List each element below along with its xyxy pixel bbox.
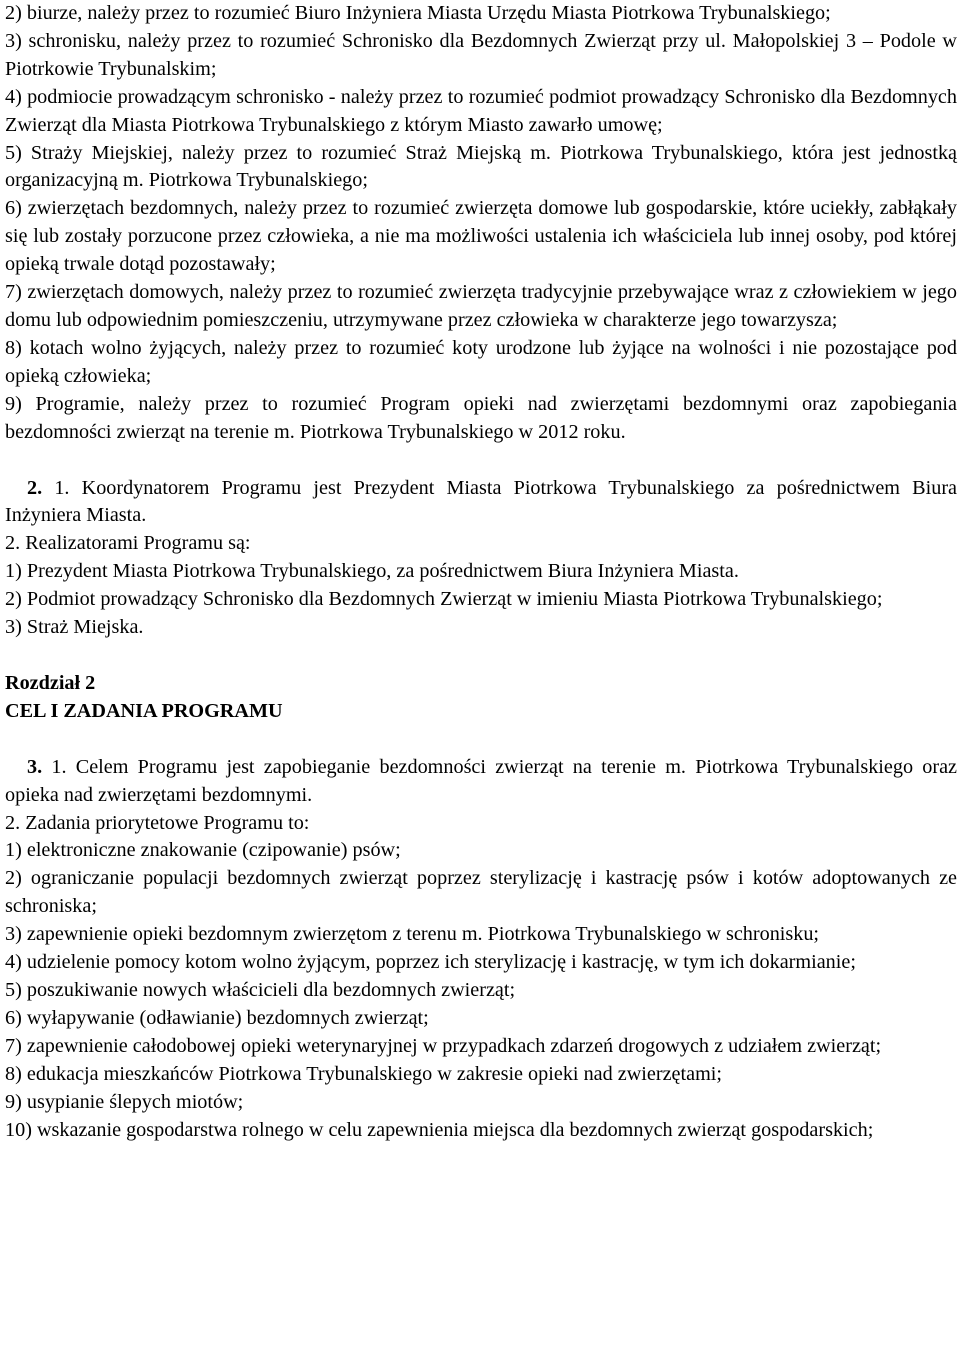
task-item: 4) udzielenie pomocy kotom wolno żyjącym, poprzez ich sterylizację i kastrację, w tym ich dokarmianie; — [5, 951, 856, 974]
section-3-number: 3. — [27, 755, 43, 778]
section-2-item: 2) Podmiot prowadzący Schronisko dla Bezdomnych Zwierząt w imieniu Miasta Piotrkowa Trybunalskiego; — [5, 588, 883, 611]
chapter-title: CEL I ZADANIA PROGRAMU — [5, 699, 283, 722]
definition-item: 6) zwierzętach bezdomnych, należy przez to rozumieć zwierzęta domowe lub gospodarskie, które uciekły, zabłąkały się lub zostały porzucone przez człowieka, a nie ma możliwości ustalenia ich właściciela lub innej osoby, pod której opieką trwale dotąd pozostawały; — [5, 197, 957, 276]
document-page — [5, 0, 957, 1144]
section-3-paragraph-2: 2. Zadania priorytetowe Programu to: — [5, 811, 310, 834]
task-item: 9) usypianie ślepych miotów; — [5, 1090, 244, 1113]
section-3-paragraph-1 — [5, 754, 957, 810]
definition-item: 3) schronisku, należy przez to rozumieć Schronisko dla Bezdomnych Zwierząt przy ul. Małopolskiej 3 – Podole w Piotrkowie Trybunalskim; — [5, 29, 957, 80]
task-item: 2) ograniczanie populacji bezdomnych zwierząt poprzez sterylizację i kastrację psów i kotów adoptowanych ze schroniska; — [5, 867, 957, 918]
chapter-label: Rozdział 2 — [5, 671, 96, 694]
definition-item: 7) zwierzętach domowych, należy przez to rozumieć zwierzęta tradycyjnie przebywające wraz z człowiekiem w jego domu lub odpowiednim pomieszczeniu, utrzymywane przez człowieka w charakterze jego towarzysza; — [5, 281, 957, 331]
task-item: 3) zapewnienie opieki bezdomnym zwierzętom z terenu m. Piotrkowa Trybunalskiego w schronisku; — [5, 923, 820, 946]
task-item: 1) elektroniczne znakowanie (czipowanie) psów; — [5, 839, 401, 862]
spacer — [5, 447, 957, 475]
definition-item: 4) podmiocie prowadzącym schronisko - należy przez to rozumieć podmiot prowadzący Schronisko dla Bezdomnych Zwierząt dla Miasta Piotrkowa Trybunalskiego z którym Miasto zawarło umowę; — [5, 85, 957, 136]
definition-item: 2) biurze, należy przez to rozumieć Biuro Inżyniera Miasta Urzędu Miasta Piotrkowa Trybunalskiego; — [5, 2, 831, 24]
spacer — [5, 642, 957, 670]
section-2-text: 1. Koordynatorem Programu jest Prezydent Miasta Piotrkowa Trybunalskiego za pośrednictwem Biura Inżyniera Miasta. — [5, 476, 957, 527]
section-2-number: 2. — [27, 476, 43, 499]
task-item: 6) wyłapywanie (odławianie) bezdomnych zwierząt; — [5, 1006, 429, 1029]
definition-item: 9) Programie, należy przez to rozumieć Program opieki nad zwierzętami bezdomnymi oraz zapobiegania bezdomności zwierząt na terenie m. Piotrkowa Trybunalskiego w 2012 roku. — [5, 392, 957, 443]
definition-item: 8) kotach wolno żyjących, należy przez to rozumieć koty urodzone lub żyjące na wolności i nie pozostające pod opieką człowieka; — [5, 336, 957, 387]
task-item: 7) zapewnienie całodobowej opieki weterynaryjnej w przypadkach zdarzeń drogowych z udziałem zwierząt; — [5, 1034, 882, 1057]
spacer — [5, 726, 957, 754]
task-item: 8) edukacja mieszkańców Piotrkowa Trybunalskiego w zakresie opieki nad zwierzętami; — [5, 1062, 723, 1085]
section-2-item: 3) Straż Miejska. — [5, 616, 144, 639]
task-item: 10) wskazanie gospodarstwa rolnego w celu zapewnienia miejsca dla bezdomnych zwierząt gospodarskich; — [5, 1118, 874, 1141]
section-3-text: 1. Celem Programu jest zapobieganie bezdomności zwierząt na terenie m. Piotrkowa Trybunalskiego oraz opieka nad zwierzętami bezdomnymi. — [5, 755, 958, 806]
definition-item: 5) Straży Miejskiej, należy przez to rozumieć Straż Miejską m. Piotrkowa Trybunalskiego, która jest jednostką organizacyjną m. Piotrkowa Trybunalskiego; — [5, 141, 957, 192]
section-2-paragraph-2: 2. Realizatorami Programu są: — [5, 532, 251, 555]
section-2-item: 1) Prezydent Miasta Piotrkowa Trybunalskiego, za pośrednictwem Biura Inżyniera Miasta. — [5, 560, 739, 583]
task-item: 5) poszukiwanie nowych właścicieli dla bezdomnych zwierząt; — [5, 979, 516, 1001]
section-2-paragraph-1 — [5, 475, 957, 531]
